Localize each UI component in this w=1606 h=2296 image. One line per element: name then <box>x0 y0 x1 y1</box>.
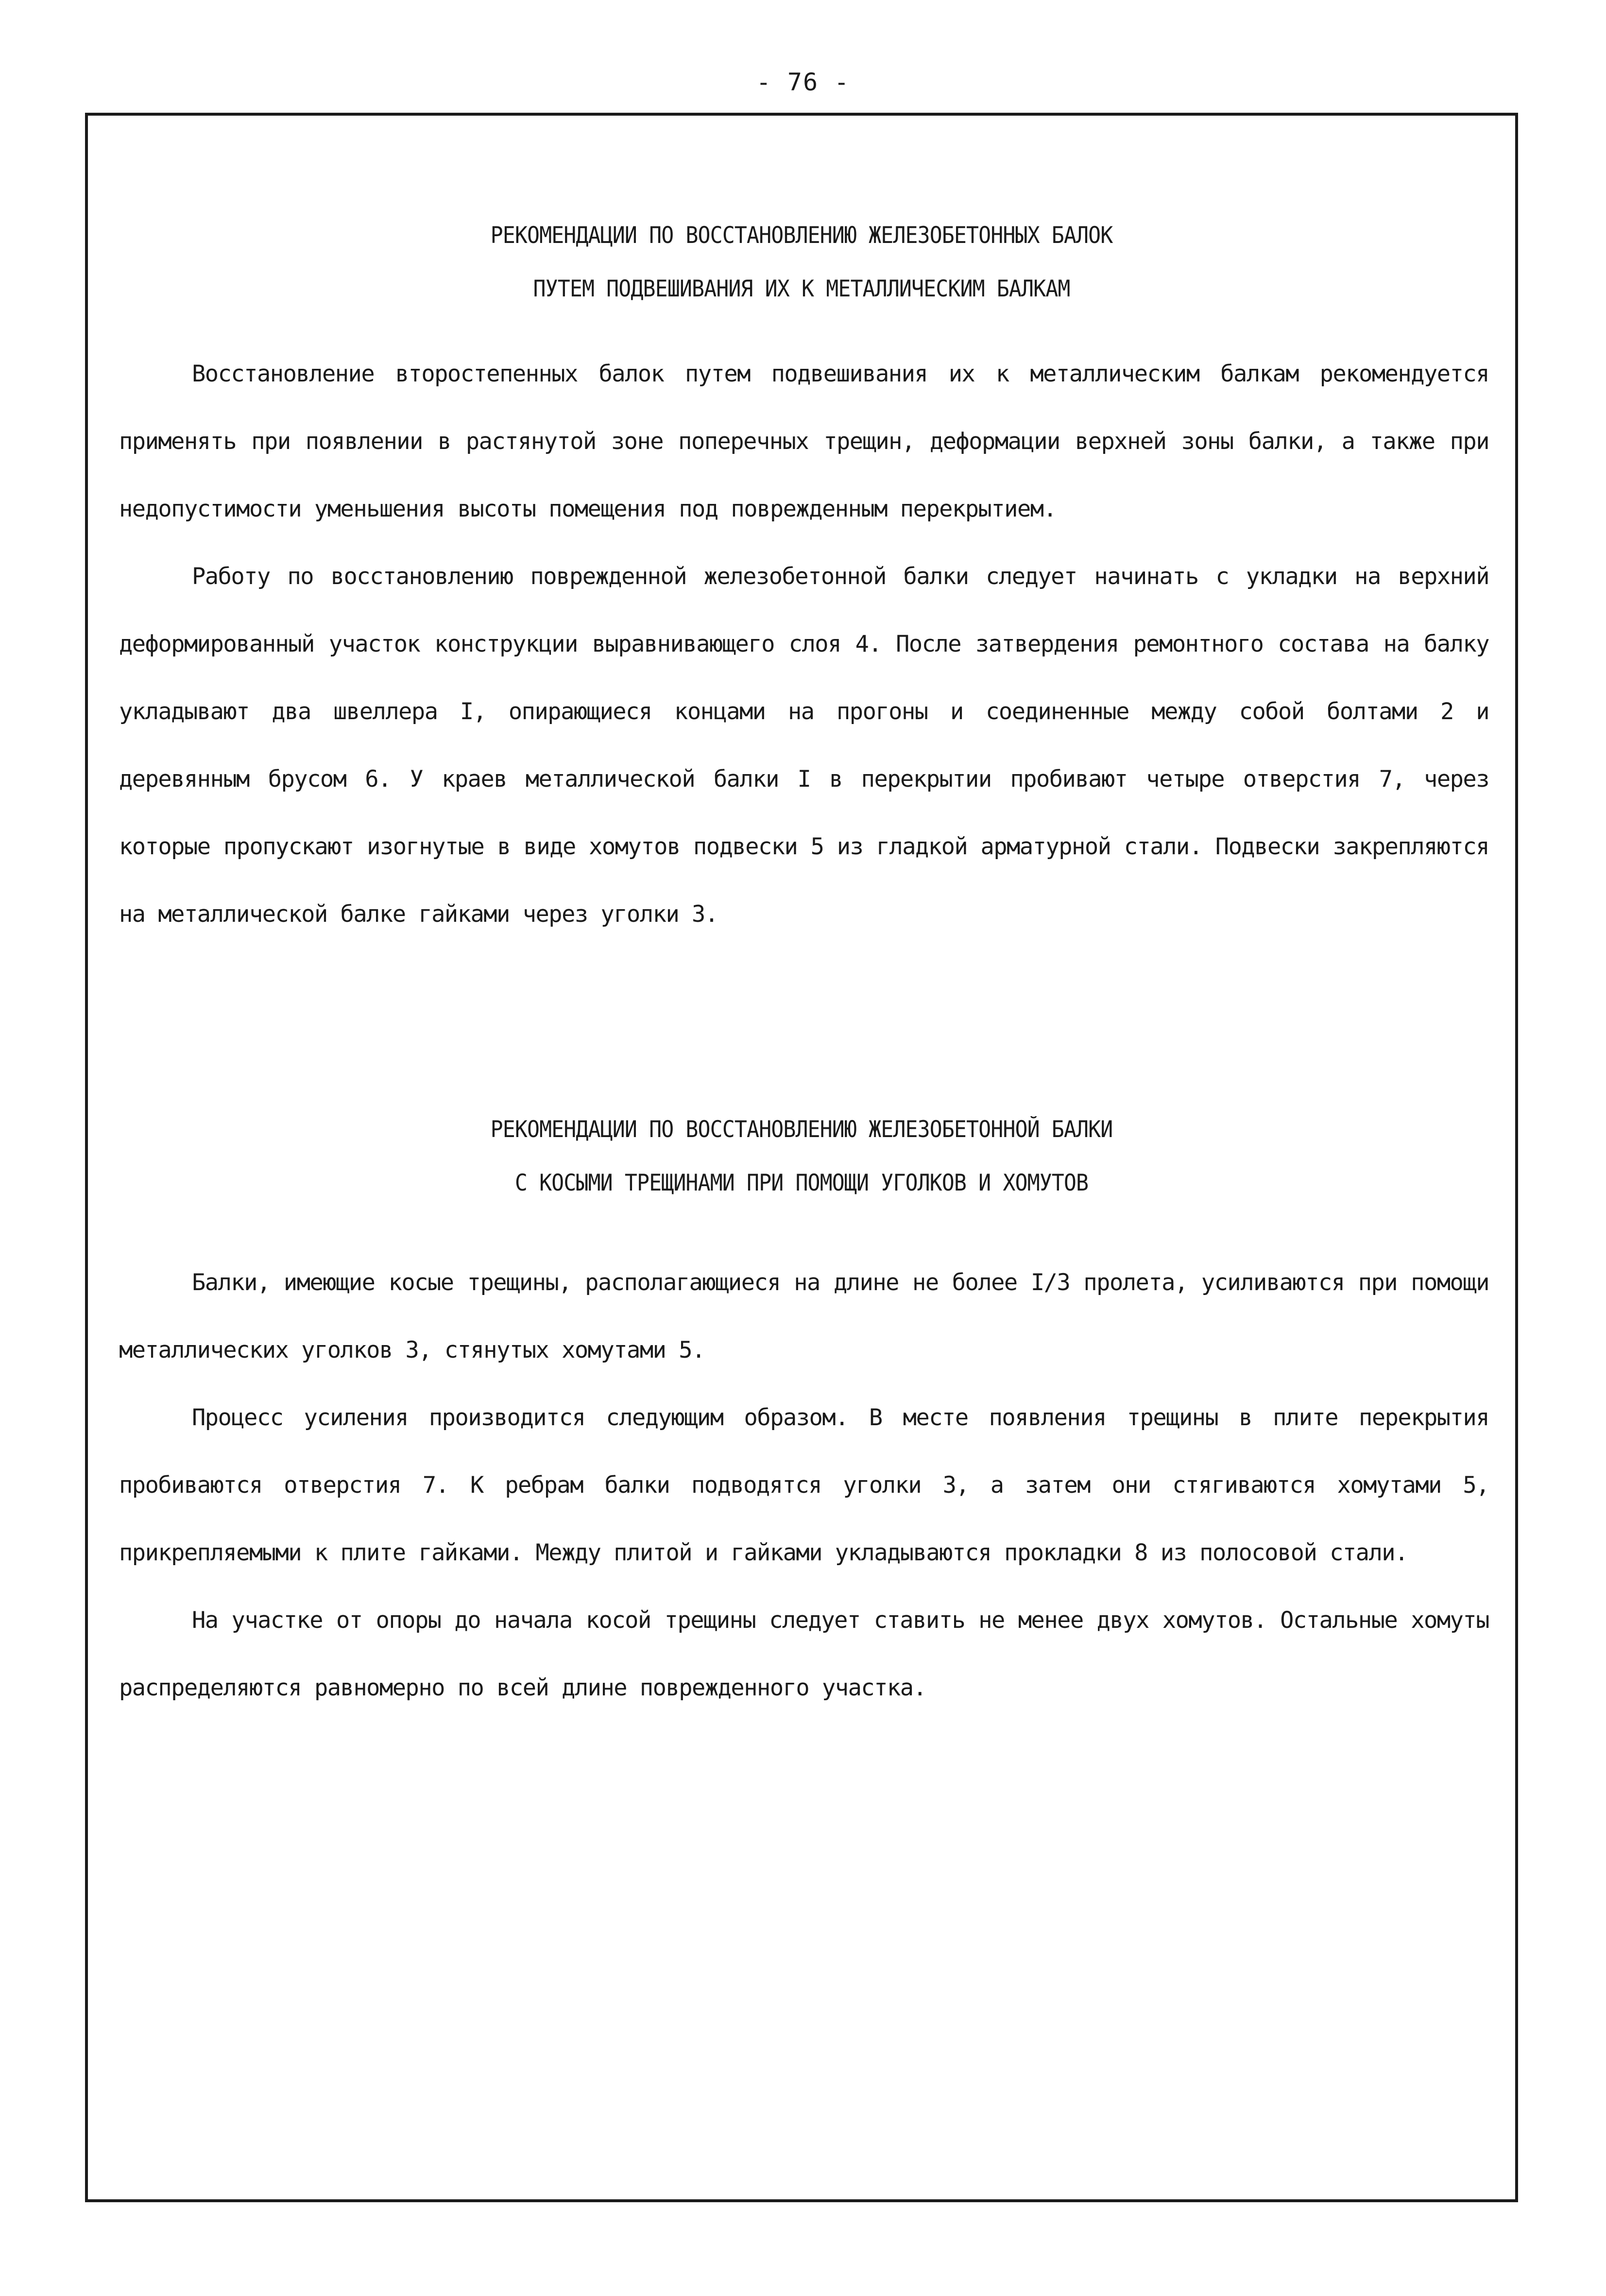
section-title-2 <box>142 1103 1461 1210</box>
section-2-paragraph-3: На участке от опоры до начала косой трещины следует ставить не менее двух хомутов. Остальные хомуты распределяются равномерно по всей длине поврежденного участка. <box>119 1607 1489 1701</box>
page-number: - 76 - <box>756 68 850 96</box>
section-title-1-line-2: ПУТЕМ ПОДВЕШИВАНИЯ ИХ К МЕТАЛЛИЧЕСКИМ БАЛКАМ <box>533 276 1070 302</box>
section-body-2 <box>119 1249 1489 1722</box>
section-body-1 <box>119 340 1489 948</box>
section-2-paragraph-1: Балки, имеющие косые трещины, располагающиеся на длине не более I/3 пролета, усиливаются при помощи металлических уголков 3, стянутых хомутами 5. <box>119 1269 1489 1364</box>
section-1-paragraph-2: Работу по восстановлению поврежденной железобетонной балки следует начинать с укладки на верхний деформированный участок конструкции выравнивающего слоя 4. После затвердения ремонтного состава на балку укладывают два швеллера I, опирающиеся концами на прогоны и соединенные между собой болтами 2 и деревянным брусом 6. У краев металлической балки I в перекрытии пробивают четыре отверстия 7, через которые пропускают изогнутые в виде хомутов подвески 5 из гладкой арматурной стали. Подвески закрепляются на металлической балке гайками через уголки 3. <box>119 563 1489 928</box>
section-1-paragraph-1: Восстановление второстепенных балок путем подвешивания их к металлическим балкам рекомендуется применять при появлении в растянутой зоне поперечных трещин, деформации верхней зоны балки, а также при недопустимости уменьшения высоты помещения под поврежденным перекрытием. <box>119 361 1489 522</box>
section-title-2-line-1: РЕКОМЕНДАЦИИ ПО ВОССТАНОВЛЕНИЮ ЖЕЛЕЗОБЕТОННОЙ БАЛКИ <box>490 1116 1113 1143</box>
section-title-1-line-1: РЕКОМЕНДАЦИИ ПО ВОССТАНОВЛЕНИЮ ЖЕЛЕЗОБЕТОННЫХ БАЛОК <box>490 222 1113 249</box>
section-title-1 <box>142 209 1461 316</box>
section-title-2-line-2: С КОСЫМИ ТРЕЩИНАМИ ПРИ ПОМОЩИ УГОЛКОВ И ХОМУТОВ <box>514 1170 1089 1196</box>
section-2-paragraph-2: Процесс усиления производится следующим образом. В месте появления трещины в плите перекрытия пробиваются отверстия 7. К ребрам балки подводятся уголки 3, а затем они стягиваются хомутами 5, прикрепляемыми к плите гайками. Между плитой и гайками укладываются прокладки 8 из полосовой стали. <box>119 1404 1489 1566</box>
